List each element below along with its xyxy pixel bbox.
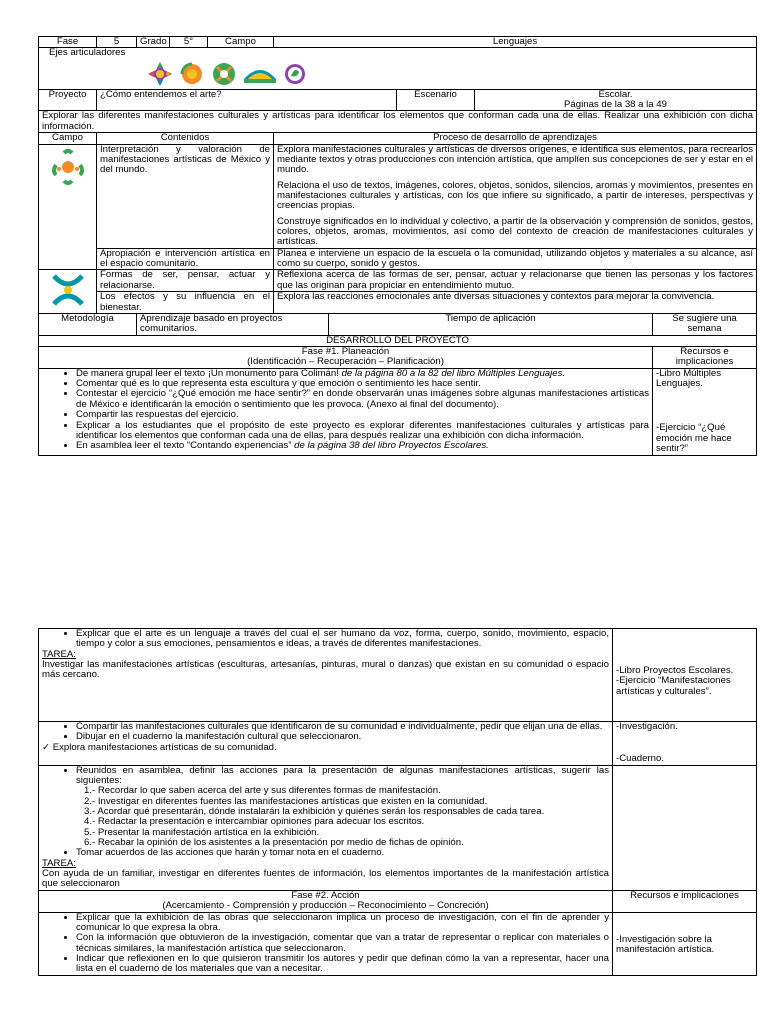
objetivo-row: [39, 111, 757, 133]
grado-value: 5°: [170, 37, 208, 48]
desarrollo-title: DESARROLLO DEL PROYECTO: [39, 335, 757, 346]
lenguajes-campo-icon: [48, 147, 88, 187]
contenido-4: Los efectos y su influencia en el bienestar.: [97, 292, 274, 314]
step-item: 5.- Presentar la manifestación artística en la exhibición.: [84, 826, 320, 838]
fase1-header-row: [39, 346, 757, 368]
contenido-row-1: [39, 144, 757, 248]
col-contenidos: Contenidos: [97, 133, 274, 144]
step-item: 1.- Recordar lo que saben acerca del arte y sus diferentes formas de manifestación.: [84, 785, 441, 797]
inclusion-icon: [145, 61, 175, 87]
desarrollo-row: [39, 335, 757, 346]
fase2-subtitle: (Acercamiento - Comprensión y producción – Reconocimiento – Concreción): [162, 900, 489, 912]
check-item: ✓ Explora manifestaciones artísticas de su comunidad.: [42, 741, 277, 753]
fase2-recurso: -Investigación sobre la manifestación artística.: [616, 933, 715, 955]
contenido-row-2: [39, 248, 757, 270]
header-row: [39, 37, 757, 48]
list-item: • Contestar el ejercicio “¿Qué emoción me hace sentir?” en donde observarán unas imágenes sobre algunas manifestaciones artísticas de México e identificarán la emoción o sentimiento que les provoca. (Anexo al final del documento).: [76, 389, 649, 410]
pda-4: Explora las reacciones emocionales ante diversas situaciones y contextos para mejorar la convivencia.: [274, 292, 757, 314]
fase-label: Fase: [39, 37, 97, 48]
step-item: 6.- Recabar la opinión de los asistentes a la presentación por medio de fichas de opinión.: [84, 837, 464, 849]
contenido-row-3: [39, 270, 757, 292]
block3-row: [39, 765, 757, 890]
contenido-1: Interpretación y valoración de manifestaciones artísticas de México y del mundo.: [97, 144, 274, 248]
metodologia-label: Metodología: [39, 313, 137, 335]
fase2-title: Fase #2. Acción: [291, 889, 360, 901]
list-item: • Compartir las manifestaciones culturales que identificaron de su comunidad e individualmente, pedir que elijan una de ellas.: [76, 722, 609, 732]
interculturalidad-icon: [209, 61, 239, 87]
fase2-header-row: [39, 890, 757, 912]
steps-list: [42, 786, 609, 848]
fase2-body-row: [39, 912, 757, 975]
fase-value: 5: [97, 37, 137, 48]
fase1-list: [42, 369, 649, 452]
contenido-row-4: [39, 292, 757, 314]
tarea-2: Con ayuda de un familiar, investigar en diferentes fuentes de información, los elementos importantes de la manifestación artística que seleccionaron: [42, 868, 609, 890]
pda-3: Reflexiona acerca de las formas de ser, pensar, actuar y relacionarse que tienen las personas y los factores que las originan para propiciar en entendimiento mutuo.: [274, 270, 757, 292]
contenido-3: Formas de ser, pensar, actuar y relacionarse.: [97, 270, 274, 292]
metodologia-value: Aprendizaje basado en proyectos comunitarios.: [137, 313, 329, 335]
escenario-label: Escenario: [397, 89, 475, 111]
tiempo-label: Tiempo de aplicación: [329, 313, 653, 335]
step-item: 4.- Redactar la presentación e intercambiar opiniones para adecuar los escritos.: [84, 816, 425, 828]
list-item: • Tomar acuerdos de las acciones que harán y tomar nota en el cuaderno.: [76, 848, 609, 858]
step-item: 2.- Investigar en diferentes fuentes las manifestaciones artísticas que existen en la comunidad.: [84, 795, 488, 807]
tarea-1: Investigar las manifestaciones artísticas (esculturas, artesanías, pinturas, mural o danzas) que existan en su comunidad o espacio más cercano.: [42, 659, 609, 681]
b1-recurso-2: -Ejercicio “Manifestaciones artísticas y culturales”.: [616, 675, 731, 697]
fase2-recursos-label: Recursos e implicaciones: [613, 890, 757, 912]
list-item: • Indicar que reflexionen en lo que quisieron transmitir los autores y pedir que definan cómo la van a representar, hacer una lista en el cuaderno de los materiales que van a necesitar.: [76, 954, 609, 975]
proyecto-label: Proyecto: [39, 89, 97, 111]
list-item: • Dibujar en el cuaderno la manifestación cultural que seleccionaron.: [76, 732, 609, 742]
fase1-recursos-label: Recursos e implicaciones: [653, 346, 757, 368]
paginas: Páginas de la 38 a la 49: [564, 99, 667, 111]
igualdad-genero-icon: [241, 61, 279, 87]
objetivo: Explorar las diferentes manifestaciones culturales y artísticas para identificar los elementos que conforman cada una de ellas. Realizar una exhibición con dicha información.: [39, 111, 757, 133]
proyecto-value: ¿Cómo entendemos el arte?: [97, 89, 397, 111]
grado-label: Grado: [137, 37, 170, 48]
pda-1c: Construye significados en lo individual y colectivo, a partir de la observación y comprensión de sonidos, gestos, colores, objetos, aromas, movimientos, así como del contexto de creación de manifestaciones culturales y artísticas.: [277, 215, 754, 248]
tarea-label: TAREA:: [42, 648, 76, 660]
list-item: • Con la información que obtuvieron de la investigación, comentar que van a tratar de representar o replicar con materiales o técnicas similares, la manifestación artística que seleccionaron.: [76, 933, 609, 954]
pensamiento-critico-icon: [177, 61, 207, 87]
ejes-icons: [49, 59, 746, 89]
b1-recurso-1: -Libro Proyectos Escolares.: [616, 665, 734, 676]
list-item: • Explicar a los estudiantes que el propósito de este proyecto es explorar diferentes manifestaciones culturales y artísticas para identificar los elementos que conforman cada una de ellas, para después realizar una exhibición con dicha información.: [76, 421, 649, 442]
step-item: 3.- Acordar qué presentarán, dónde instalarán la exhibición y quiénes serán los responsables de cada tarea.: [84, 805, 545, 817]
b2-recurso-2: -Cuaderno.: [616, 753, 664, 765]
tarea-label: TAREA:: [42, 857, 76, 869]
planning-table-page1: [38, 36, 757, 456]
escenario-value: Escolar.: [598, 88, 633, 100]
ejes-row: [39, 48, 757, 89]
list-item: • De manera grupal leer el texto ¡Un monumento para Colimán! de la página 80 a la 82 del libro Múltiples Lenguajes.: [76, 369, 649, 379]
etica-campo-icon: [48, 272, 88, 308]
fase1-title: Fase #1. Planeación: [301, 345, 390, 357]
meta-row: [39, 313, 757, 335]
col-campo: Campo: [39, 133, 97, 144]
campo-value: Lenguajes: [274, 37, 757, 48]
list-item: • En asamblea leer el texto “Contando experiencias” de la página 38 del libro Proyectos Escolares.: [76, 441, 649, 451]
campo-label: Campo: [208, 37, 274, 48]
list-item: • Reunidos en asamblea, definir las acciones para la presentación de algunas manifestaciones artísticas, sugerir las siguientes:: [76, 766, 609, 787]
block2-row: [39, 721, 757, 765]
fase1-subtitle: (Identificación – Recuperación – Planificación): [247, 356, 444, 368]
tiempo-value: Se sugiere una semana: [653, 313, 757, 335]
list-item: • Explicar que el arte es un lenguaje a través del cual el ser humano da voz, forma, cuerpo, sonido, movimiento, espacio, tiempo y color a sus emociones, pensamientos e ideas, a través de diferentes manifestaciones.: [76, 629, 609, 650]
fase1-recurso-1: -Libro Múltiples Lenguajes.: [656, 367, 722, 390]
pda-2: Planea e interviene un espacio de la escuela o la comunidad, utilizando objetos y materiales a su alcance, así como su cuerpo, sonido y gestos.: [274, 248, 757, 270]
planning-table-page2: [38, 628, 757, 976]
list-item: • Comentar qué es lo que representa esta escultura y que emoción o sentimiento les hace sentir.: [76, 379, 649, 389]
ejes-label: Ejes articuladores: [49, 47, 126, 59]
col-proceso: Proceso de desarrollo de aprendizajes: [274, 133, 757, 144]
contenido-2: Apropiación e intervención artística en el espacio comunitario.: [97, 248, 274, 270]
list-item: • Compartir las respuestas del ejercicio.: [76, 410, 649, 420]
columns-header-row: [39, 133, 757, 144]
list-item: • Explicar que la exhibición de las obras que seleccionaron implica un proceso de investigación, con el fin de aprender y comunicar lo que expresa la obra.: [76, 913, 609, 934]
proyecto-row: [39, 89, 757, 111]
vida-saludable-icon: [281, 61, 309, 87]
block1-row: [39, 629, 757, 722]
pda-1a: Explora manifestaciones culturales y artísticas de diversos orígenes, e identifica sus elementos, para recrearlos mediante textos y otras producciones con intención artística, que amplíen sus concepciones de ser y estar en el mundo.: [277, 143, 754, 176]
fase1-recurso-2: -Ejercicio “¿Qué emoción me hace sentir?”: [656, 422, 732, 455]
pda-1b: Relaciona el uso de textos, imágenes, colores, objetos, sonidos, silencios, aromas y movimientos, presentes en manifestaciones culturales y artísticas, con los que infiere su significado, a partir de intereses, perspectivas y creencias propias.: [277, 179, 754, 212]
b2-recurso-1: -Investigación.: [616, 720, 678, 732]
fase1-body-row: [39, 368, 757, 455]
